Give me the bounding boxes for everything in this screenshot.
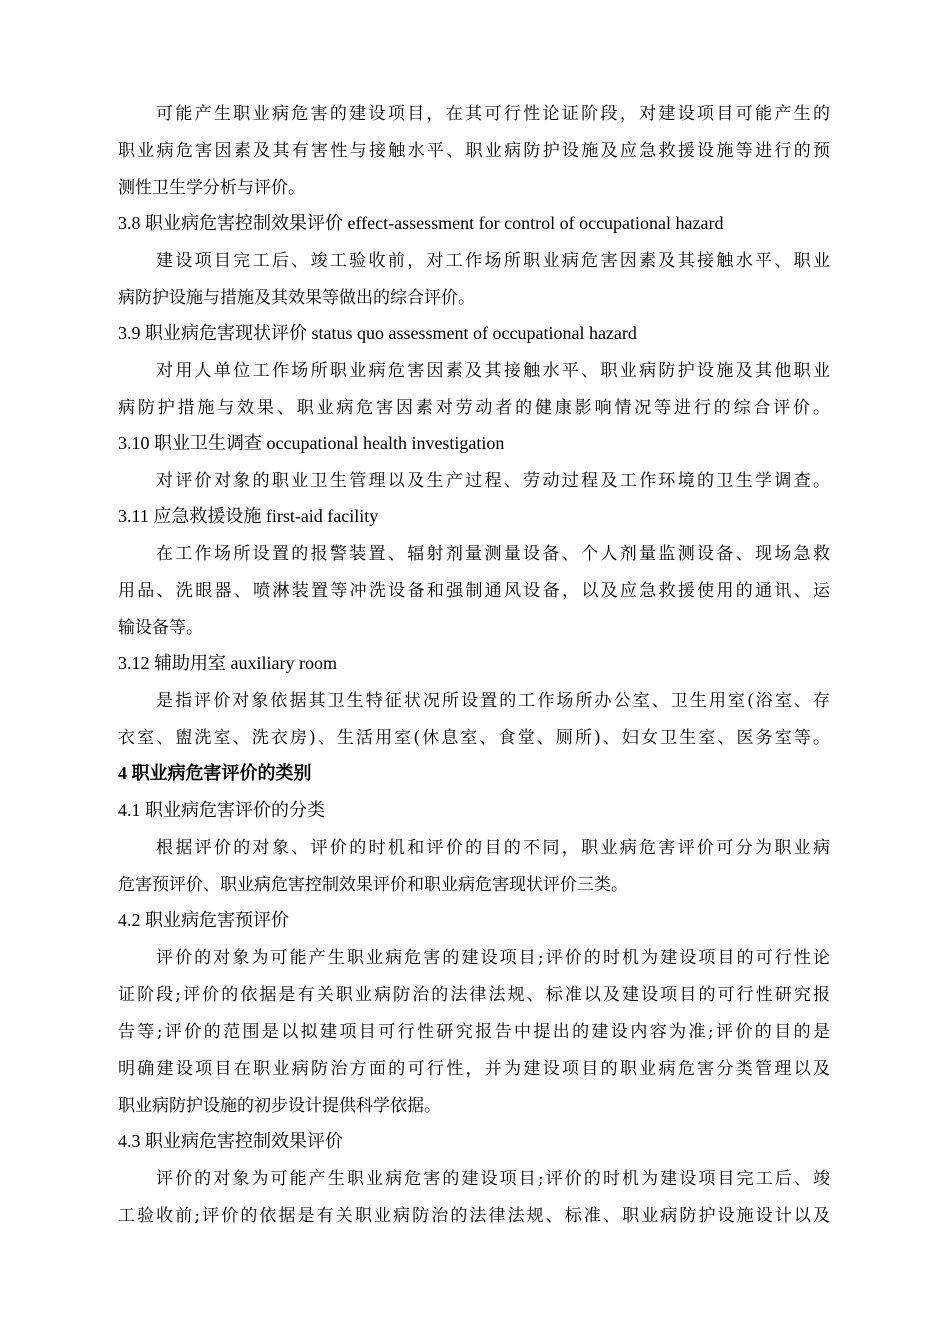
- chapter-heading-4: 4 职业病危害评价的类别: [118, 763, 312, 783]
- paragraph-line: 对用人单位工作场所职业病危害因素及其接触水平、职业病防护设施及其他职业: [156, 361, 830, 381]
- paragraph-line: 明确建设项目在职业病防治方面的可行性，并为建设项目的职业病危害分类管理以及: [118, 1059, 830, 1079]
- section-heading-3-10: 3.10 职业卫生调查 occupational health investigation: [118, 433, 505, 453]
- paragraph-line: 职业病防护设施的初步设计提供科学依据。: [118, 1096, 441, 1116]
- paragraph-line: 职业病危害因素及其有害性与接触水平、职业病防护设施及应急救援设施等进行的预: [118, 141, 830, 161]
- paragraph-line: 建设项目完工后、竣工验收前，对工作场所职业病危害因素及其接触水平、职业: [156, 251, 830, 271]
- paragraph-line: 衣室、盥洗室、洗衣房)、生活用室(休息室、食堂、厕所)、妇女卫生室、医务室等。: [118, 728, 830, 748]
- section-heading-4-2: 4.2 职业病危害预评价: [118, 910, 289, 930]
- section-heading-3-9: 3.9 职业病危害现状评价 status quo assessment of occupational hazard: [118, 323, 637, 343]
- paragraph-line: 工验收前;评价的依据是有关职业病防治的法律法规、标准、职业病防护设施设计以及: [118, 1206, 830, 1226]
- paragraph-line: 测性卫生学分析与评价。: [118, 178, 305, 198]
- section-heading-3-11: 3.11 应急救援设施 first-aid facility: [118, 506, 379, 526]
- paragraph-line: 病防护措施与效果、职业病危害因素对劳动者的健康影响情况等进行的综合评价。: [118, 398, 830, 418]
- paragraph-line: 病防护设施与措施及其效果等做出的综合评价。: [118, 288, 475, 308]
- paragraph-line: 对评价对象的职业卫生管理以及生产过程、劳动过程及工作环境的卫生学调查。: [156, 471, 830, 491]
- section-heading-3-12: 3.12 辅助用室 auxiliary room: [118, 653, 337, 673]
- paragraph-line: 是指评价对象依据其卫生特征状况所设置的工作场所办公室、卫生用室(浴室、存: [156, 691, 830, 711]
- section-heading-4-3: 4.3 职业病危害控制效果评价: [118, 1131, 343, 1151]
- paragraph-line: 危害预评价、职业病危害控制效果评价和职业病危害现状评价三类。: [118, 875, 628, 895]
- paragraph-line: 在工作场所设置的报警装置、辐射剂量测量设备、个人剂量监测设备、现场急救: [156, 544, 830, 564]
- section-heading-4-1: 4.1 职业病危害评价的分类: [118, 800, 325, 820]
- paragraph-line: 评价的对象为可能产生职业病危害的建设项目;评价的时机为建设项目完工后、竣: [156, 1169, 830, 1189]
- paragraph-line: 告等;评价的范围是以拟建项目可行性研究报告中提出的建设内容为准;评价的目的是: [118, 1022, 830, 1042]
- paragraph-line: 证阶段;评价的依据是有关职业病防治的法律法规、标准以及建设项目的可行性研究报: [118, 985, 830, 1005]
- paragraph-line: 根据评价的对象、评价的时机和评价的目的不同，职业病危害评价可分为职业病: [156, 838, 830, 858]
- section-heading-3-8: 3.8 职业病危害控制效果评价 effect-assessment for control of occupational hazard: [118, 213, 724, 233]
- paragraph-line: 可能产生职业病危害的建设项目，在其可行性论证阶段，对建设项目可能产生的: [156, 104, 830, 124]
- paragraph-line: 输设备等。: [118, 618, 203, 638]
- paragraph-line: 评价的对象为可能产生职业病危害的建设项目;评价的时机为建设项目的可行性论: [156, 948, 830, 968]
- paragraph-line: 用品、洗眼器、喷淋装置等冲洗设备和强制通风设备，以及应急救援使用的通讯、运: [118, 581, 830, 601]
